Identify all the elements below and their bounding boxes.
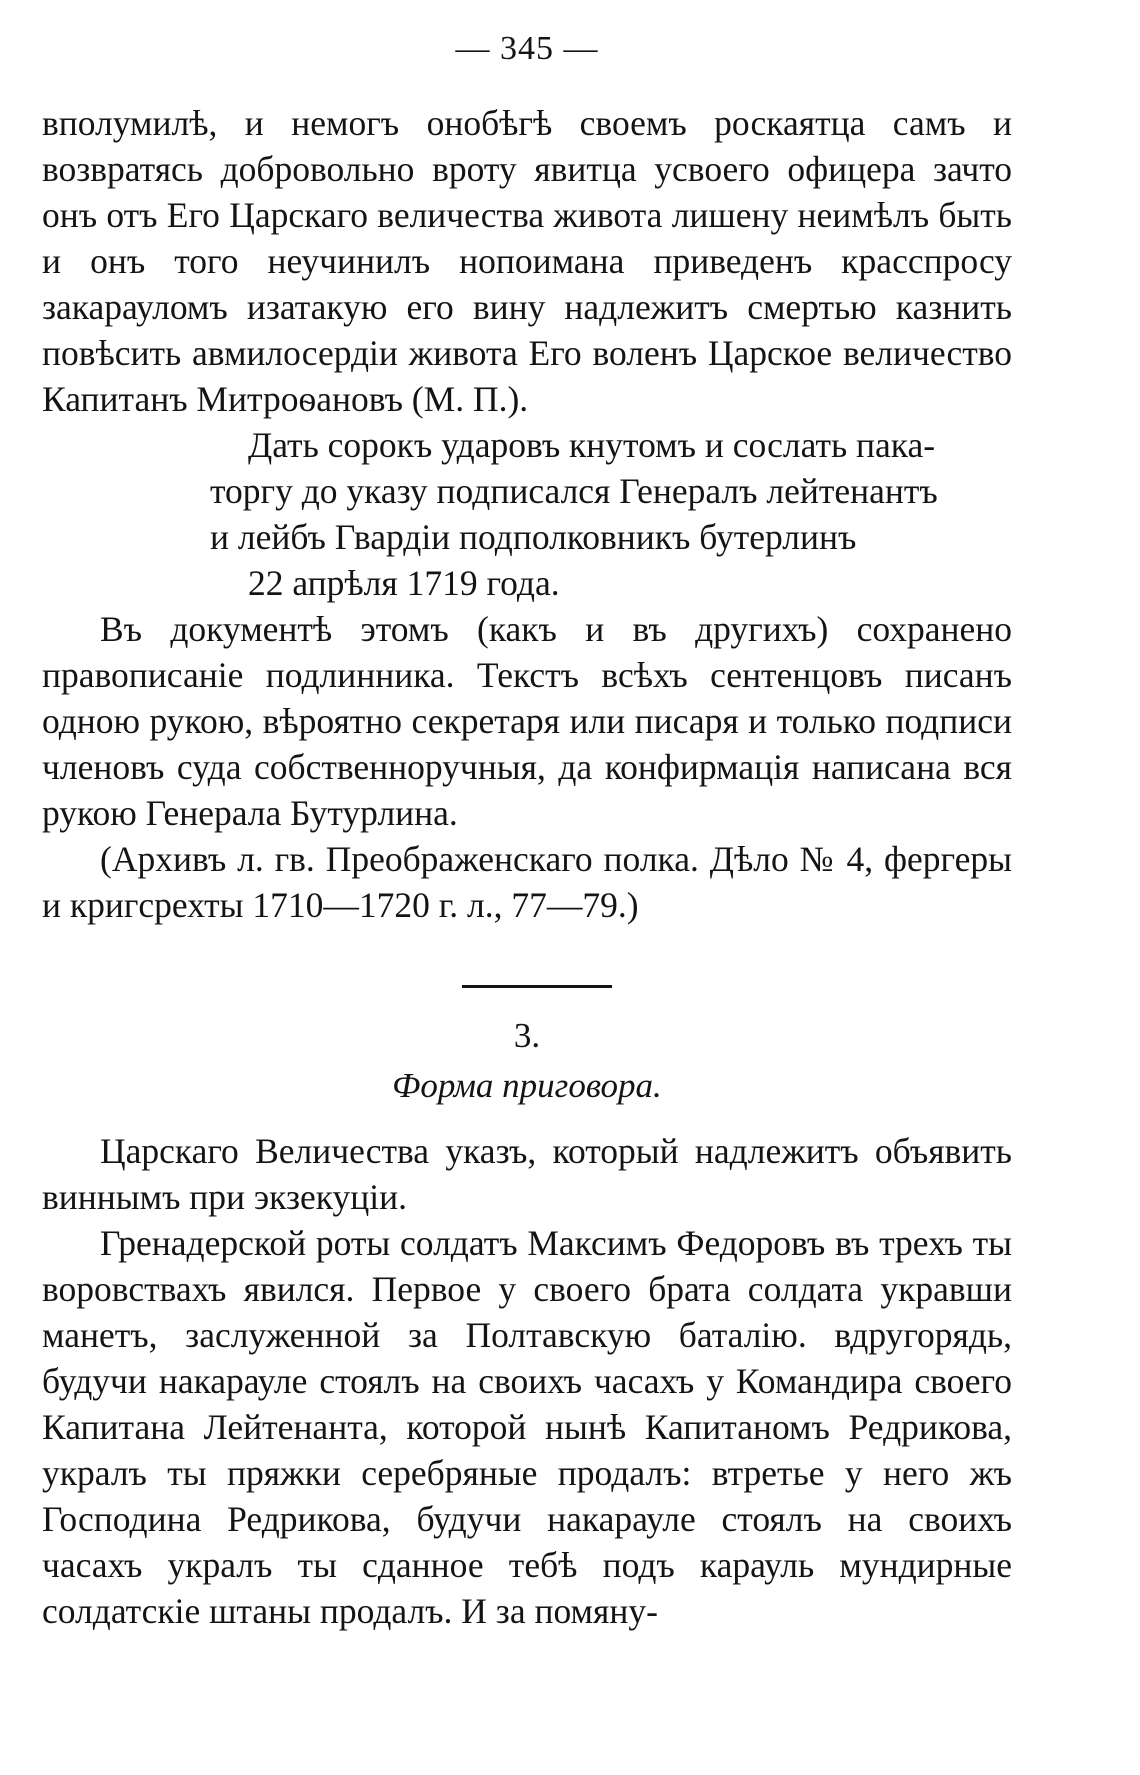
section-divider bbox=[462, 985, 612, 988]
decree-paragraph: Царскаго Величества указъ, который надлежитъ объявить виннымъ при экзекуціи. bbox=[42, 1131, 1012, 1217]
verdict-line-2: торгу до указу подписался Генералъ лейтенантъ bbox=[210, 471, 938, 511]
section-number: 3. bbox=[513, 1016, 541, 1055]
upper-text-block bbox=[42, 100, 1012, 928]
note-paragraph: Въ документѣ этомъ (какъ и въ другихъ) сохранено правописаніе подлинника. Текстъ всѣхъ сентенцовъ писанъ одною рукою, вѣроятно секретаря или писаря и только подписи членовъ суда собственноручныя, да конфирмація написана вся рукою Генерала Бутурлина. bbox=[42, 609, 1012, 833]
verdict-line-1: Дать сорокъ ударовъ кнутомъ и сослать пака- bbox=[248, 425, 936, 465]
top-paragraph: вполумилѣ, и немогъ онобѣгѣ своемъ роскаятца самъ и возвратясь добровольно вроту явитца усвоего офицера зачто онъ отъ Его Царскаго величества живота лишену неимѣлъ быть и онъ того неучинилъ нопоимана приведенъ красспросу закарауломъ изатакую его вину надлежитъ смертью казнить повѣсить авмилосердіи живота Его воленъ Царское величество Капитанъ Митроѳановъ (М. П.). bbox=[42, 103, 1012, 419]
page-number: — 345 — bbox=[455, 30, 599, 67]
verdict-date: 22 апрѣля 1719 года. bbox=[248, 563, 560, 603]
book-page bbox=[42, 0, 1012, 1775]
verdict-line-3: и лейбъ Гвардіи подполковникъ бутерлинъ bbox=[210, 517, 857, 557]
section-title: Форма приговора. bbox=[392, 1066, 662, 1105]
verdict-block bbox=[210, 422, 1010, 606]
lower-text-block bbox=[42, 1128, 1012, 1634]
case-paragraph: Гренадерской роты солдатъ Максимъ Федоровъ въ трехъ ты воровствахъ явился. Первое у своего брата солдата укравши манетъ, заслуженной за Полтавскую баталію. вдругорядь, будучи накарауле стоялъ на своихъ часахъ у Командира своего Капитана Лейтенанта, которой нынѣ Капитаномъ Редрикова, укралъ ты пряжки серебряные продалъ: втретье у него жъ Господина Редрикова, будучи накарауле стоялъ на своихъ часахъ укралъ ты сданное тебѣ подъ карауль мундирные солдатскіе штаны продалъ. И за помяну- bbox=[42, 1223, 1012, 1631]
archive-reference: (Архивъ л. гв. Преображенскаго полка. Дѣло № 4, фергеры и кригсрехты 1710—1720 г. л., 77—79.) bbox=[42, 839, 1012, 925]
